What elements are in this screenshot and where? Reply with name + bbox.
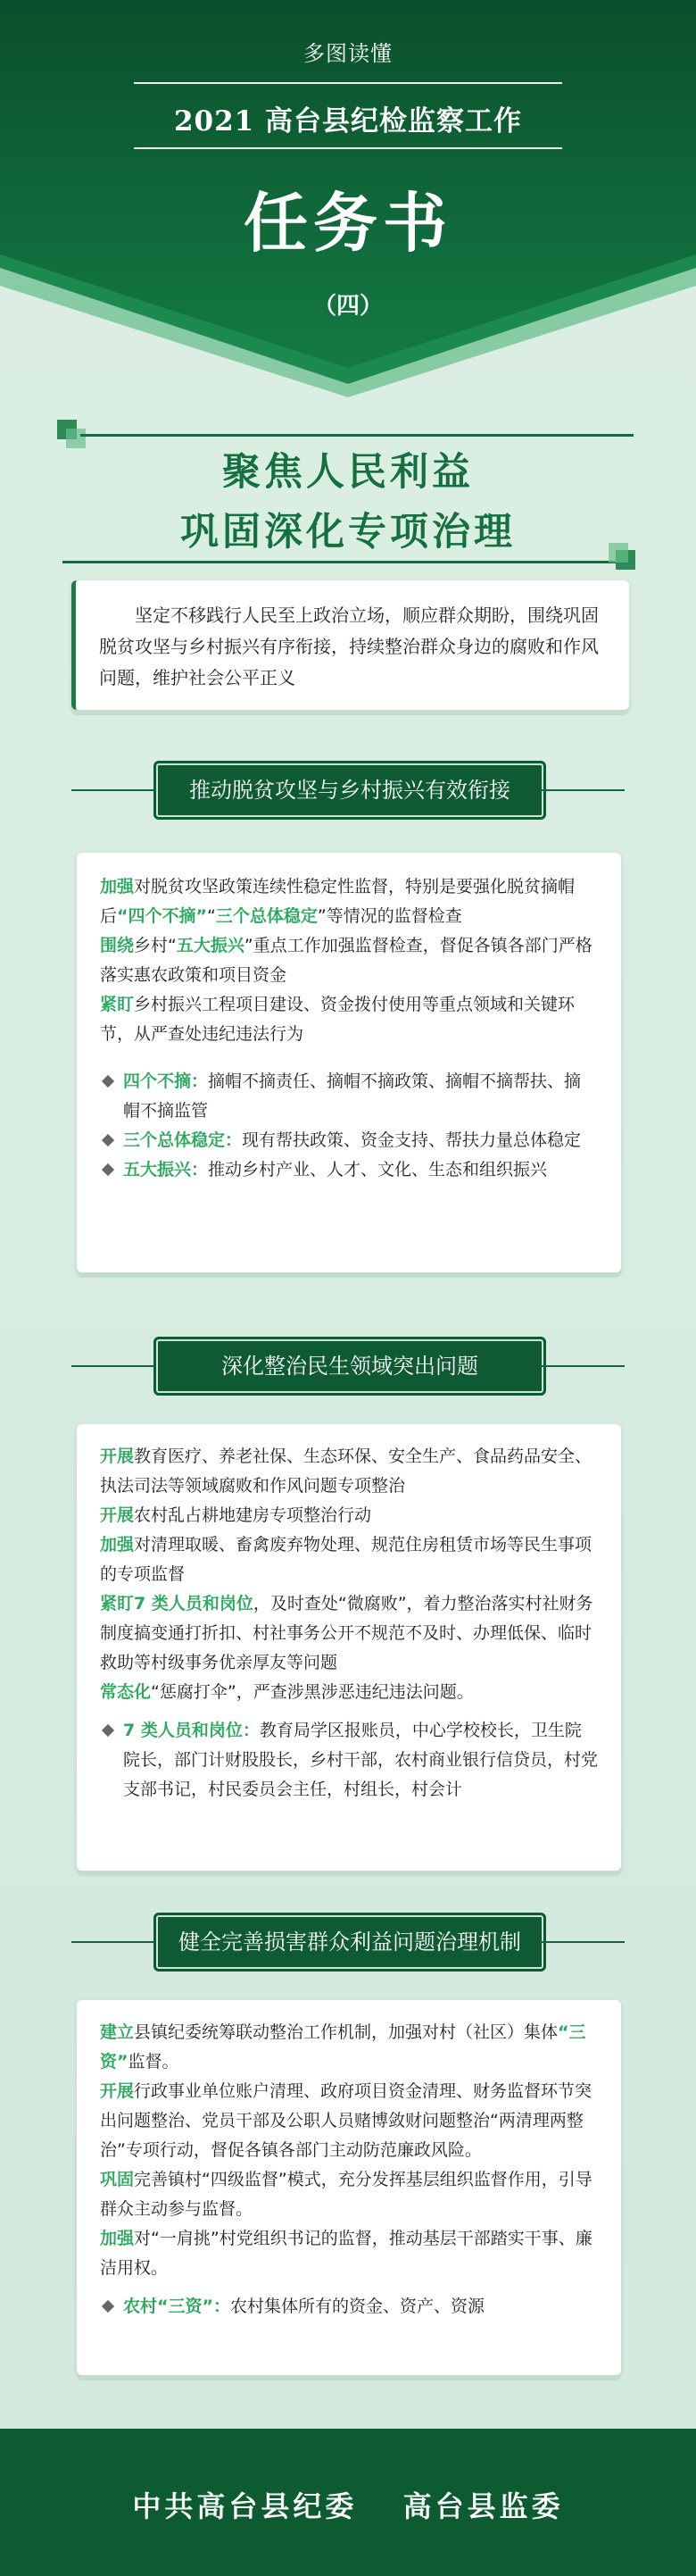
section3-para-4 <box>100 2224 598 2283</box>
section3-para-1 <box>100 2018 598 2077</box>
section2-bullet-1 <box>100 1716 598 1805</box>
footer <box>0 2429 696 2576</box>
keyword: 四个不摘： <box>123 1071 209 1091</box>
text: ”等情况的监督检查 <box>317 906 462 926</box>
keyword: 三个总体稳定： <box>123 1130 243 1150</box>
banner-line-top <box>80 434 634 437</box>
keyword: 加强 <box>100 2229 135 2248</box>
highlight: 五大振兴 <box>176 936 244 955</box>
section2-para-1 <box>100 1442 598 1501</box>
highlight: “三资” <box>100 2022 586 2072</box>
keyword: 加强 <box>100 877 135 896</box>
header-rule-top <box>134 82 562 84</box>
keyword: 7 类人员和岗位： <box>123 1721 260 1740</box>
text: 教育医疗、养老社保、生态环保、安全生产、食品药品安全、执法司法等领域腐败和作风问题专项整治 <box>100 1446 592 1496</box>
section3-card <box>77 2000 621 2375</box>
section1-para-3 <box>100 990 598 1049</box>
text: 摘帽不摘责任、摘帽不摘政策、摘帽不摘帮扶、摘帽不摘监管 <box>123 1071 582 1121</box>
section3-bullet-1 <box>100 2292 598 2322</box>
banner-title <box>54 420 642 571</box>
text: 教育局学区报账员，中心学校校长，卫生院院长，部门计财股股长，乡村干部，农村商业银行信贷员，村党支部书记，村民委员会主任，村组长，村会计 <box>123 1721 599 1799</box>
section3-para-3 <box>100 2165 598 2224</box>
keyword: 加强 <box>100 1535 135 1555</box>
section1-para-2 <box>100 931 598 990</box>
text: 农村乱占耕地建房专项整治行动 <box>134 1505 372 1525</box>
keyword: 巩固 <box>100 2170 135 2189</box>
text: 乡村“ <box>134 936 177 955</box>
text: “惩腐打伞”，严查涉黑涉恶违纪违法问题。 <box>151 1682 474 1702</box>
header-number: （四） <box>312 293 383 320</box>
section-rule <box>71 1941 156 1943</box>
section3-para-2 <box>100 2077 598 2165</box>
banner-line-bottom <box>62 561 616 563</box>
keyword: 建立 <box>100 2022 135 2042</box>
keyword: 常态化 <box>100 1682 152 1702</box>
text: 对脱贫攻坚政策连续性稳定性监督，特别是要强化脱贫摘帽后 <box>100 877 576 926</box>
section3-header <box>0 1915 696 1969</box>
keyword: 开展 <box>100 2081 135 2101</box>
section1-bullet-3 <box>100 1155 598 1185</box>
keyword: 围绕 <box>100 936 135 955</box>
intro-card <box>71 580 629 710</box>
section2-card <box>77 1424 621 1871</box>
text: “ <box>207 906 216 926</box>
highlight: 7 类人员和岗位 <box>134 1594 253 1613</box>
section-rule <box>540 1941 625 1943</box>
text: 对“一肩挑”村党组织书记的监督，推动基层干部踏实干事、廉洁用权。 <box>100 2229 592 2278</box>
section-rule <box>71 789 156 791</box>
section2-para-2 <box>100 1501 598 1530</box>
section1-para-1 <box>100 872 598 931</box>
text: 县镇纪委统筹联动整治工作机制，加强对村（社区）集体 <box>134 2022 559 2042</box>
header-rule-bottom <box>134 147 562 149</box>
highlight: 三个总体稳定 <box>215 906 318 926</box>
section2-para-3 <box>100 1530 598 1589</box>
keyword: 开展 <box>100 1446 135 1466</box>
footer-text: 中共高台县纪委 高台县监委 <box>132 2489 564 2523</box>
text: 监督。 <box>128 2052 179 2072</box>
keyword: 紧盯 <box>100 995 135 1014</box>
text: 行政事业单位账户清理、政府项目资金清理、财务监督环节突出问题整治、党员干部及公职人员赌博敛财问题整治“两清理两整治”专项行动，督促各镇各部门主动防范廉政风险。 <box>100 2081 592 2160</box>
text: 农村集体所有的资金、资产、资源 <box>229 2297 485 2316</box>
section-rule <box>71 1365 156 1367</box>
banner-line2: 巩固深化专项治理 <box>180 510 516 554</box>
section2-title: 深化整治民生领域突出问题 <box>156 1339 543 1393</box>
keyword: 农村“三资”： <box>123 2297 230 2316</box>
keyword: 紧盯 <box>100 1594 135 1613</box>
header-year-title: 2021 高台县纪检监察工作 <box>173 105 523 138</box>
text: ，及时查处“微腐败”，着力整治落实村社财务制度搞变通打折扣、村社事务公开不规范不及时、办理低保、临时救助等村级事务优亲厚友等问题 <box>100 1594 593 1672</box>
section1-header <box>0 763 696 817</box>
header-kicker: 多图读懂 <box>303 41 393 66</box>
section2-para-5 <box>100 1678 598 1707</box>
text: 推动乡村产业、人才、文化、生态和组织振兴 <box>208 1160 548 1180</box>
banner-line1: 聚焦人民利益 <box>222 450 474 495</box>
intro-text: 坚定不移践行人民至上政治立场，顺应群众期盼，围绕巩固脱贫攻坚与乡村振兴有序衔接，持续整治群众身边的腐败和作风问题，维护社会公平正义 <box>99 604 599 688</box>
highlight: “四个不摘” <box>117 906 207 926</box>
section2-header <box>0 1339 696 1393</box>
text: 现有帮扶政策、资金支持、帮扶力量总体稳定 <box>242 1130 582 1150</box>
decor-square <box>609 543 628 563</box>
section-rule <box>540 1365 625 1367</box>
section1-bullet-1 <box>100 1067 598 1126</box>
keyword: 五大振兴： <box>123 1160 209 1180</box>
section1-title: 推动脱贫攻坚与乡村振兴有效衔接 <box>156 763 543 817</box>
text: 完善镇村“四级监督”模式，充分发挥基层组织监督作用，引导群众主动参与监督。 <box>100 2170 592 2219</box>
header-main-title: 任务书 <box>243 186 452 261</box>
keyword: 开展 <box>100 1505 135 1525</box>
text: 乡村振兴工程项目建设、资金拨付使用等重点领域和关键环节，从严查处违纪违法行为 <box>100 995 576 1044</box>
text: ”重点工作加强监督检查，督促各镇各部门严格落实惠农政策和项目资金 <box>100 936 592 985</box>
text: 对清理取暖、畜禽废弃物处理、规范住房租赁市场等民生事项的专项监督 <box>100 1535 592 1584</box>
section1-card <box>77 853 621 1272</box>
section3-title: 健全完善损害群众利益问题治理机制 <box>156 1915 543 1969</box>
section2-para-4 <box>100 1589 598 1678</box>
section-rule <box>540 789 625 791</box>
section1-bullet-2 <box>100 1126 598 1155</box>
